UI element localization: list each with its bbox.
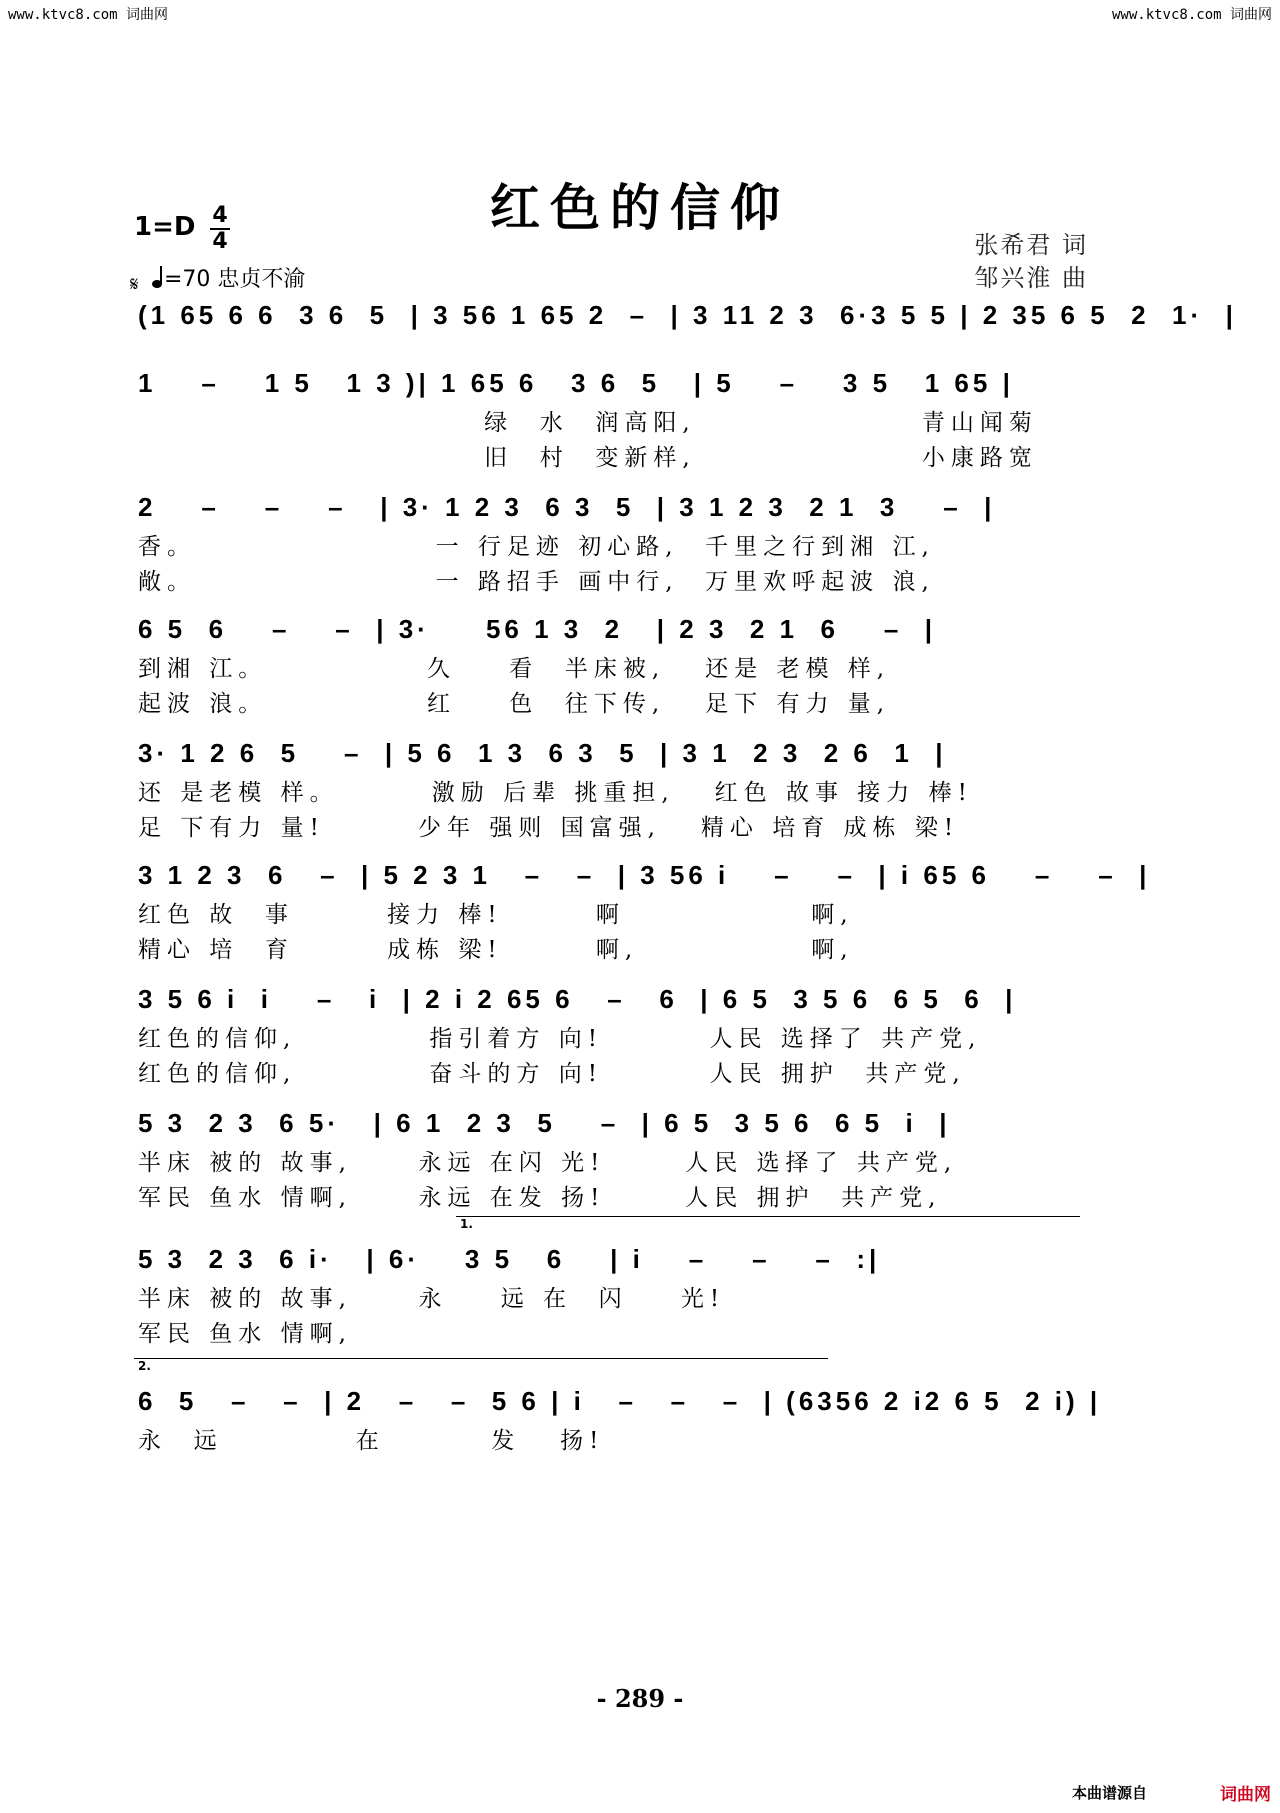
lyricist-credit: 张希君 词 <box>974 231 1088 259</box>
lyric-line: 旧 村 变新样, 小康路宽 <box>138 445 1038 471</box>
notes-line: 3· 1 2 6 5 – | 5 6 1 3 6 3 5 | 3 1 2 3 2 6 1 | <box>138 738 947 768</box>
time-signature <box>210 204 230 254</box>
site-header-right: www.ktvc8.com 词曲网 <box>1111 7 1272 23</box>
staff-row <box>138 1378 1102 1459</box>
lyric-line: 红色的信仰, 指引着方 向! 人民 选择了 共产党, <box>138 1026 982 1052</box>
tempo-marking <box>152 262 305 293</box>
lyric-line: 香。 一 行足迹 初心路, 千里之行到湘 江, <box>138 534 935 560</box>
lyric-line: 红色 故 事 接力 棒! 啊 啊, <box>138 902 854 928</box>
footer-site-logo: 词曲网 <box>1220 1785 1271 1805</box>
staff-row <box>138 1100 1088 1216</box>
staff-row <box>138 606 1088 722</box>
lyric-line: 半床 被的 故事, 永远 在闪 光! 人民 选择了 共产党, <box>138 1150 958 1176</box>
lyric-line: 半床 被的 故事, 永 远 在 闪 光! <box>138 1286 726 1312</box>
key-signature: 1=D <box>134 212 196 242</box>
staff-row <box>138 484 1088 600</box>
lyric-line: 军民 鱼水 情啊, 永远 在发 扬! 人民 拥护 共产党, <box>138 1185 942 1211</box>
page-number: - 289 - <box>596 1684 684 1713</box>
staff-row <box>138 852 1151 968</box>
lyric-line: 永 远 在 发 扬! <box>138 1428 605 1454</box>
lyric-line: 军民 鱼水 情啊, <box>138 1321 352 1347</box>
notes-line: 5 3 2 3 6 i· | 6· 3 5 6 | i – – – :| <box>138 1244 881 1274</box>
second-ending-bracket <box>134 1358 828 1373</box>
lyric-line: 到湘 江。 久 看 半床被, 还是 老模 样, <box>138 656 891 682</box>
staff-row <box>138 360 1088 476</box>
notes-line: (1 65 6 6 3 6 5 | 3 56 1 65 2 – | 3 11 2 3 6·3 5 5 | 2 35 6 5 2 1· | <box>138 300 1237 330</box>
notes-line: 2 – – – | 3· 1 2 3 6 3 5 | 3 1 2 3 2 1 3 – | <box>138 492 996 522</box>
lyric-line: 还 是老模 样。 激励 后辈 挑重担, 红色 故事 接力 棒! <box>138 780 973 806</box>
lyric-line: 红色的信仰, 奋斗的方 向! 人民 拥护 共产党, <box>138 1061 966 1087</box>
footer-source-label: 本曲谱源自 <box>1072 1784 1148 1802</box>
lyric-line: 精心 培 育 成栋 梁! 啊, 啊, <box>138 937 854 963</box>
staff-row <box>138 730 1088 846</box>
notes-line: 6 5 6 – – | 3· 56 1 3 2 | 2 3 2 1 6 – | <box>138 614 937 644</box>
tempo-text: =70 忠贞不渝 <box>164 267 306 292</box>
notes-line: 3 5 6 i i – i | 2 i 2 65 6 – 6 | 6 5 3 5 6 6 5 6 | <box>138 984 1017 1014</box>
lyric-line: 起波 浪。 红 色 往下传, 足下 有力 量, <box>138 691 891 717</box>
notes-line: 3 1 2 3 6 – | 5 2 3 1 – – | 3 56 i – – | i 65 6 – – | <box>138 860 1151 890</box>
lyric-line: 绿 水 润高阳, 青山闻菊 <box>138 410 1038 436</box>
lyric-line: 敞。 一 路招手 画中行, 万里欢呼起波 浪, <box>138 569 935 595</box>
quarter-note-icon <box>152 280 162 288</box>
staff-row <box>138 292 1237 338</box>
first-ending-bracket <box>456 1216 1080 1231</box>
segno-icon: 𝄋 <box>130 272 139 296</box>
staff-row <box>138 976 1088 1092</box>
time-signature-bottom: 4 <box>212 229 228 254</box>
staff-row <box>138 1236 1088 1352</box>
notes-line: 5 3 2 3 6 5· | 6 1 2 3 5 – | 6 5 3 5 6 6 5 i | <box>138 1108 951 1138</box>
site-header-left: www.ktvc8.com 词曲网 <box>8 7 169 23</box>
notes-line: 6 5 – – | 2 – – 5 6 | i – – – | (6356 2 i2 6 5 2 i) | <box>138 1386 1102 1416</box>
time-signature-top: 4 <box>212 203 228 228</box>
notes-line: 1 – 1 5 1 3 )| 1 65 6 3 6 5 | 5 – 3 5 1 65 | <box>138 368 1014 398</box>
second-ending-label: 2. <box>138 1359 151 1373</box>
composer-credit: 邹兴淮 曲 <box>974 264 1088 292</box>
lyric-line: 足 下有力 量! 少年 强则 国富强, 精心 培育 成栋 梁! <box>138 815 960 841</box>
song-title: 红色的信仰 <box>490 178 790 237</box>
first-ending-label: 1. <box>460 1217 473 1231</box>
